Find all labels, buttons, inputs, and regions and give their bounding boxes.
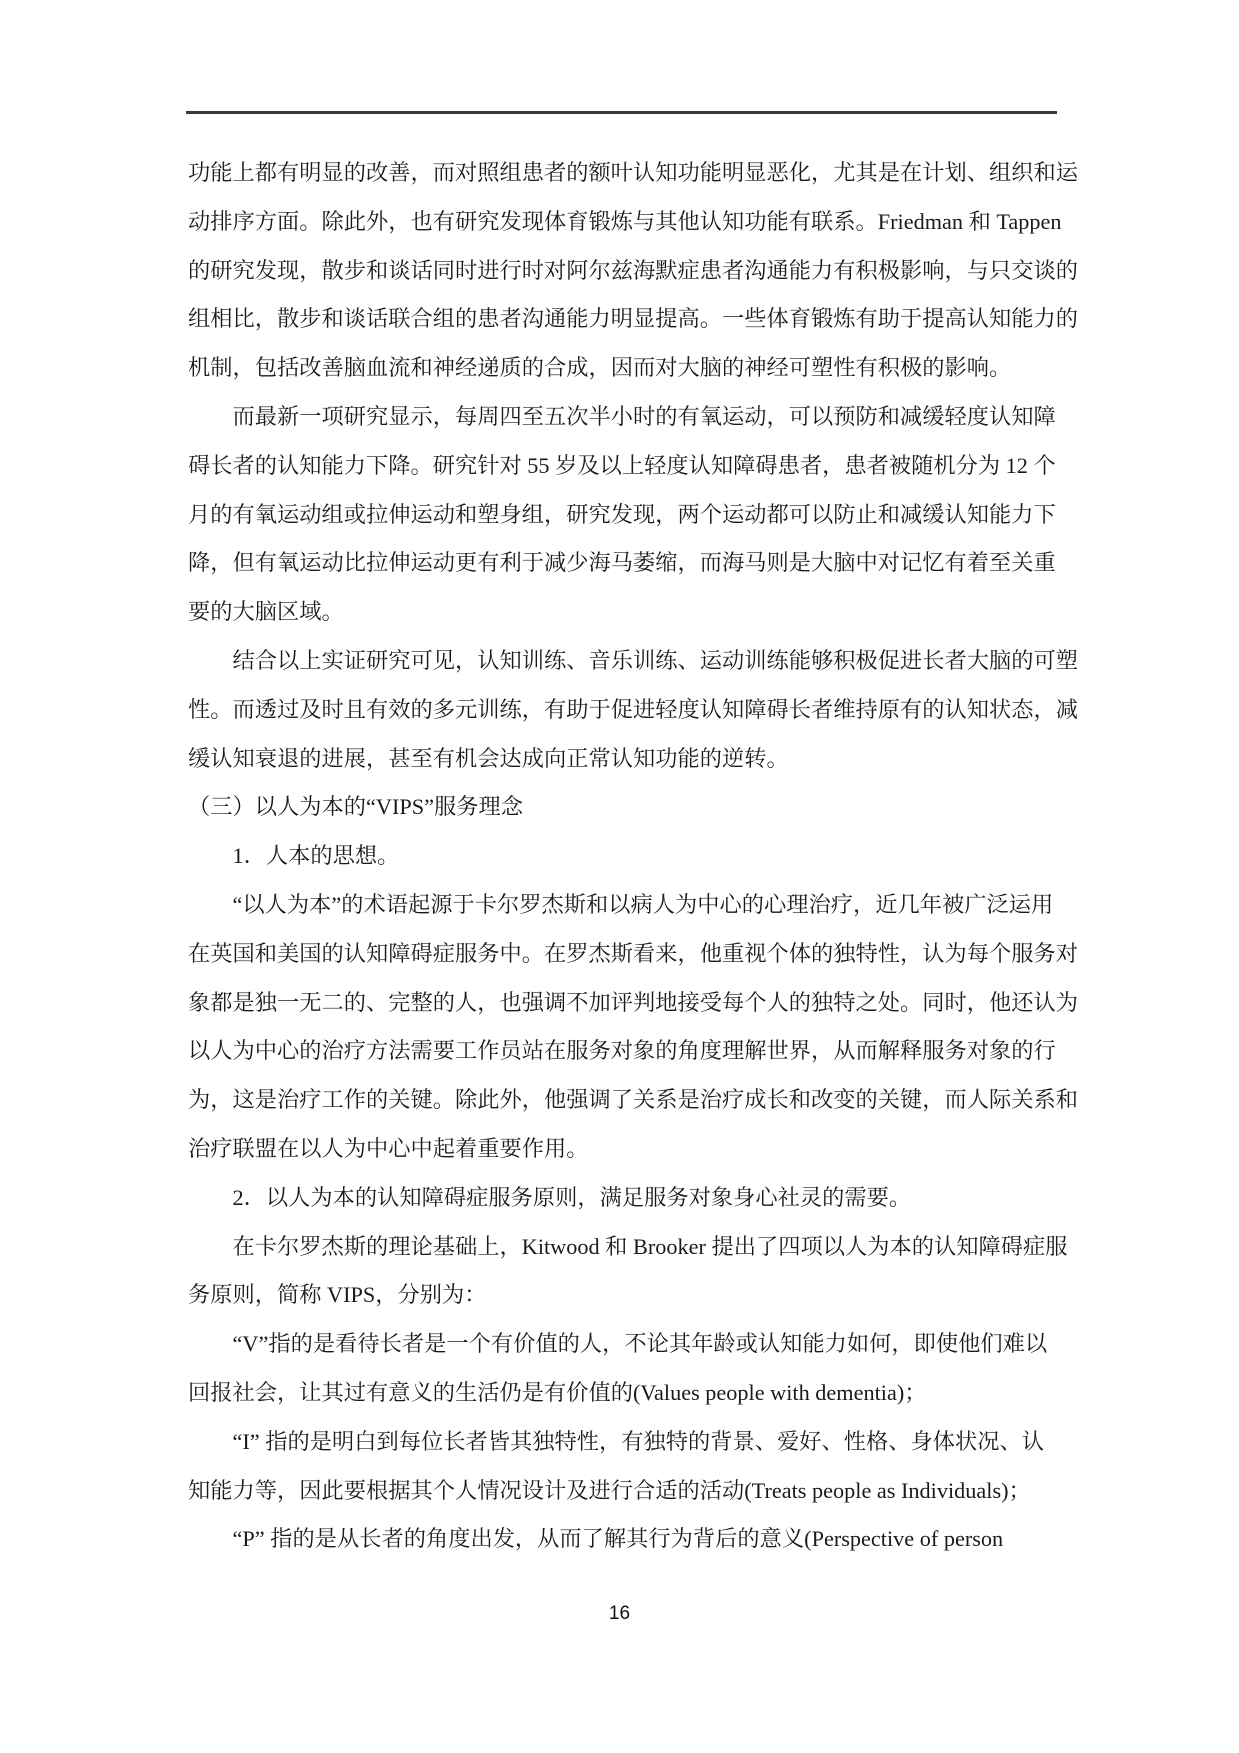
text-line: 治疗联盟在以人为中心中起着重要作用。 — [188, 1135, 589, 1161]
section-heading — [188, 1174, 1078, 1223]
text-line: 性。而透过及时且有效的多元训练，有助于促进轻度认知障碍长者维持原有的认知状态，减 — [188, 696, 1078, 722]
text-line: 象都是独一无二的、完整的人，也强调不加评判地接受每个人的独特之处。同时，他还认为 — [188, 989, 1078, 1015]
text-line: 机制，包括改善脑血流和神经递质的合成，因而对大脑的神经可塑性有积极的影响。 — [188, 355, 1012, 381]
paragraph — [188, 881, 1078, 1174]
page-number: 16 — [608, 1603, 631, 1624]
text-line: 结合以上实证研究可见，认知训练、音乐训练、运动训练能够积极促进长者大脑的可塑 — [232, 647, 1078, 673]
paragraph — [188, 393, 1078, 637]
section-heading — [188, 783, 1078, 832]
text-line: 而最新一项研究显示，每周四至五次半小时的有氧运动，可以预防和减缓轻度认知障 — [232, 403, 1056, 429]
text-line: 碍长者的认知能力下降。研究针对 55 岁及以上轻度认知障碍患者，患者被随机分为 12 个 — [188, 452, 1056, 478]
heading-line: 2．以人为本的认知障碍症服务原则，满足服务对象身心社灵的需要。 — [232, 1184, 912, 1210]
text-line: 降，但有氧运动比拉伸运动更有利于减少海马萎缩，而海马则是大脑中对记忆有着至关重 — [188, 550, 1056, 576]
paragraph — [188, 149, 1078, 393]
text-line: 为，这是治疗工作的关键。除此外，他强调了关系是治疗成长和改变的关键，而人际关系和 — [188, 1087, 1078, 1113]
heading-line: 1．人本的思想。 — [232, 843, 400, 869]
header-rule — [186, 111, 1057, 114]
text-line: 务原则，简称 VIPS，分别为： — [188, 1282, 487, 1308]
text-line: 要的大脑区域。 — [188, 599, 344, 625]
text-line: 缓认知衰退的进展，甚至有机会达成向正常认知功能的逆转。 — [188, 745, 789, 771]
text-line: 组相比，散步和谈话联合组的患者沟通能力明显提高。一些体育锻炼有助于提高认知能力的 — [188, 306, 1078, 332]
text-line: 月的有氧运动组或拉伸运动和塑身组，研究发现，两个运动都可以防止和减缓认知能力下 — [188, 501, 1056, 527]
paragraph — [188, 1515, 1078, 1564]
text-line: 功能上都有明显的改善，而对照组患者的额叶认知功能明显恶化，尤其是在计划、组织和运 — [188, 160, 1078, 185]
document-body — [188, 149, 1078, 1564]
text-line: 的研究发现，散步和谈话同时进行时对阿尔兹海默症患者沟通能力有积极影响，与只交谈的 — [188, 257, 1078, 283]
paragraph — [188, 1223, 1078, 1321]
text-line: 在卡尔罗杰斯的理论基础上，Kitwood 和 Brooker 提出了四项以人为本的认知障碍症服 — [232, 1233, 1068, 1259]
paragraph — [188, 637, 1078, 783]
heading-line: （三）以人为本的“VIPS”服务理念 — [188, 794, 523, 820]
text-line: “V”指的是看待长者是一个有价值的人，不论其年龄或认知能力如何，即使他们难以 — [232, 1331, 1048, 1357]
text-line: 回报社会，让其过有意义的生活仍是有价值的(Values people with dementia)； — [188, 1379, 927, 1405]
text-line: 知能力等，因此要根据其个人情况设计及进行合适的活动(Treats people as Individuals)； — [188, 1477, 1031, 1503]
section-heading — [188, 832, 1078, 881]
text-line: “P” 指的是从长者的角度出发，从而了解其行为背后的意义(Perspective of person — [232, 1526, 1004, 1552]
text-line: 以人为中心的治疗方法需要工作员站在服务对象的角度理解世界，从而解释服务对象的行 — [188, 1038, 1056, 1064]
paragraph — [188, 1320, 1078, 1418]
page-footer — [0, 1602, 1239, 1626]
text-line: 在英国和美国的认知障碍症服务中。在罗杰斯看来，他重视个体的独特性，认为每个服务对 — [188, 940, 1078, 966]
text-line: “以人为本”的术语起源于卡尔罗杰斯和以病人为中心的心理治疗，近几年被广泛运用 — [232, 891, 1054, 917]
text-line: 动排序方面。除此外，也有研究发现体育锻炼与其他认知功能有联系。Friedman 和 Tappen — [188, 208, 1062, 234]
text-line: “I” 指的是明白到每位长者皆其独特性，有独特的背景、爱好、性格、身体状况、认 — [232, 1428, 1044, 1454]
paragraph — [188, 1418, 1078, 1516]
